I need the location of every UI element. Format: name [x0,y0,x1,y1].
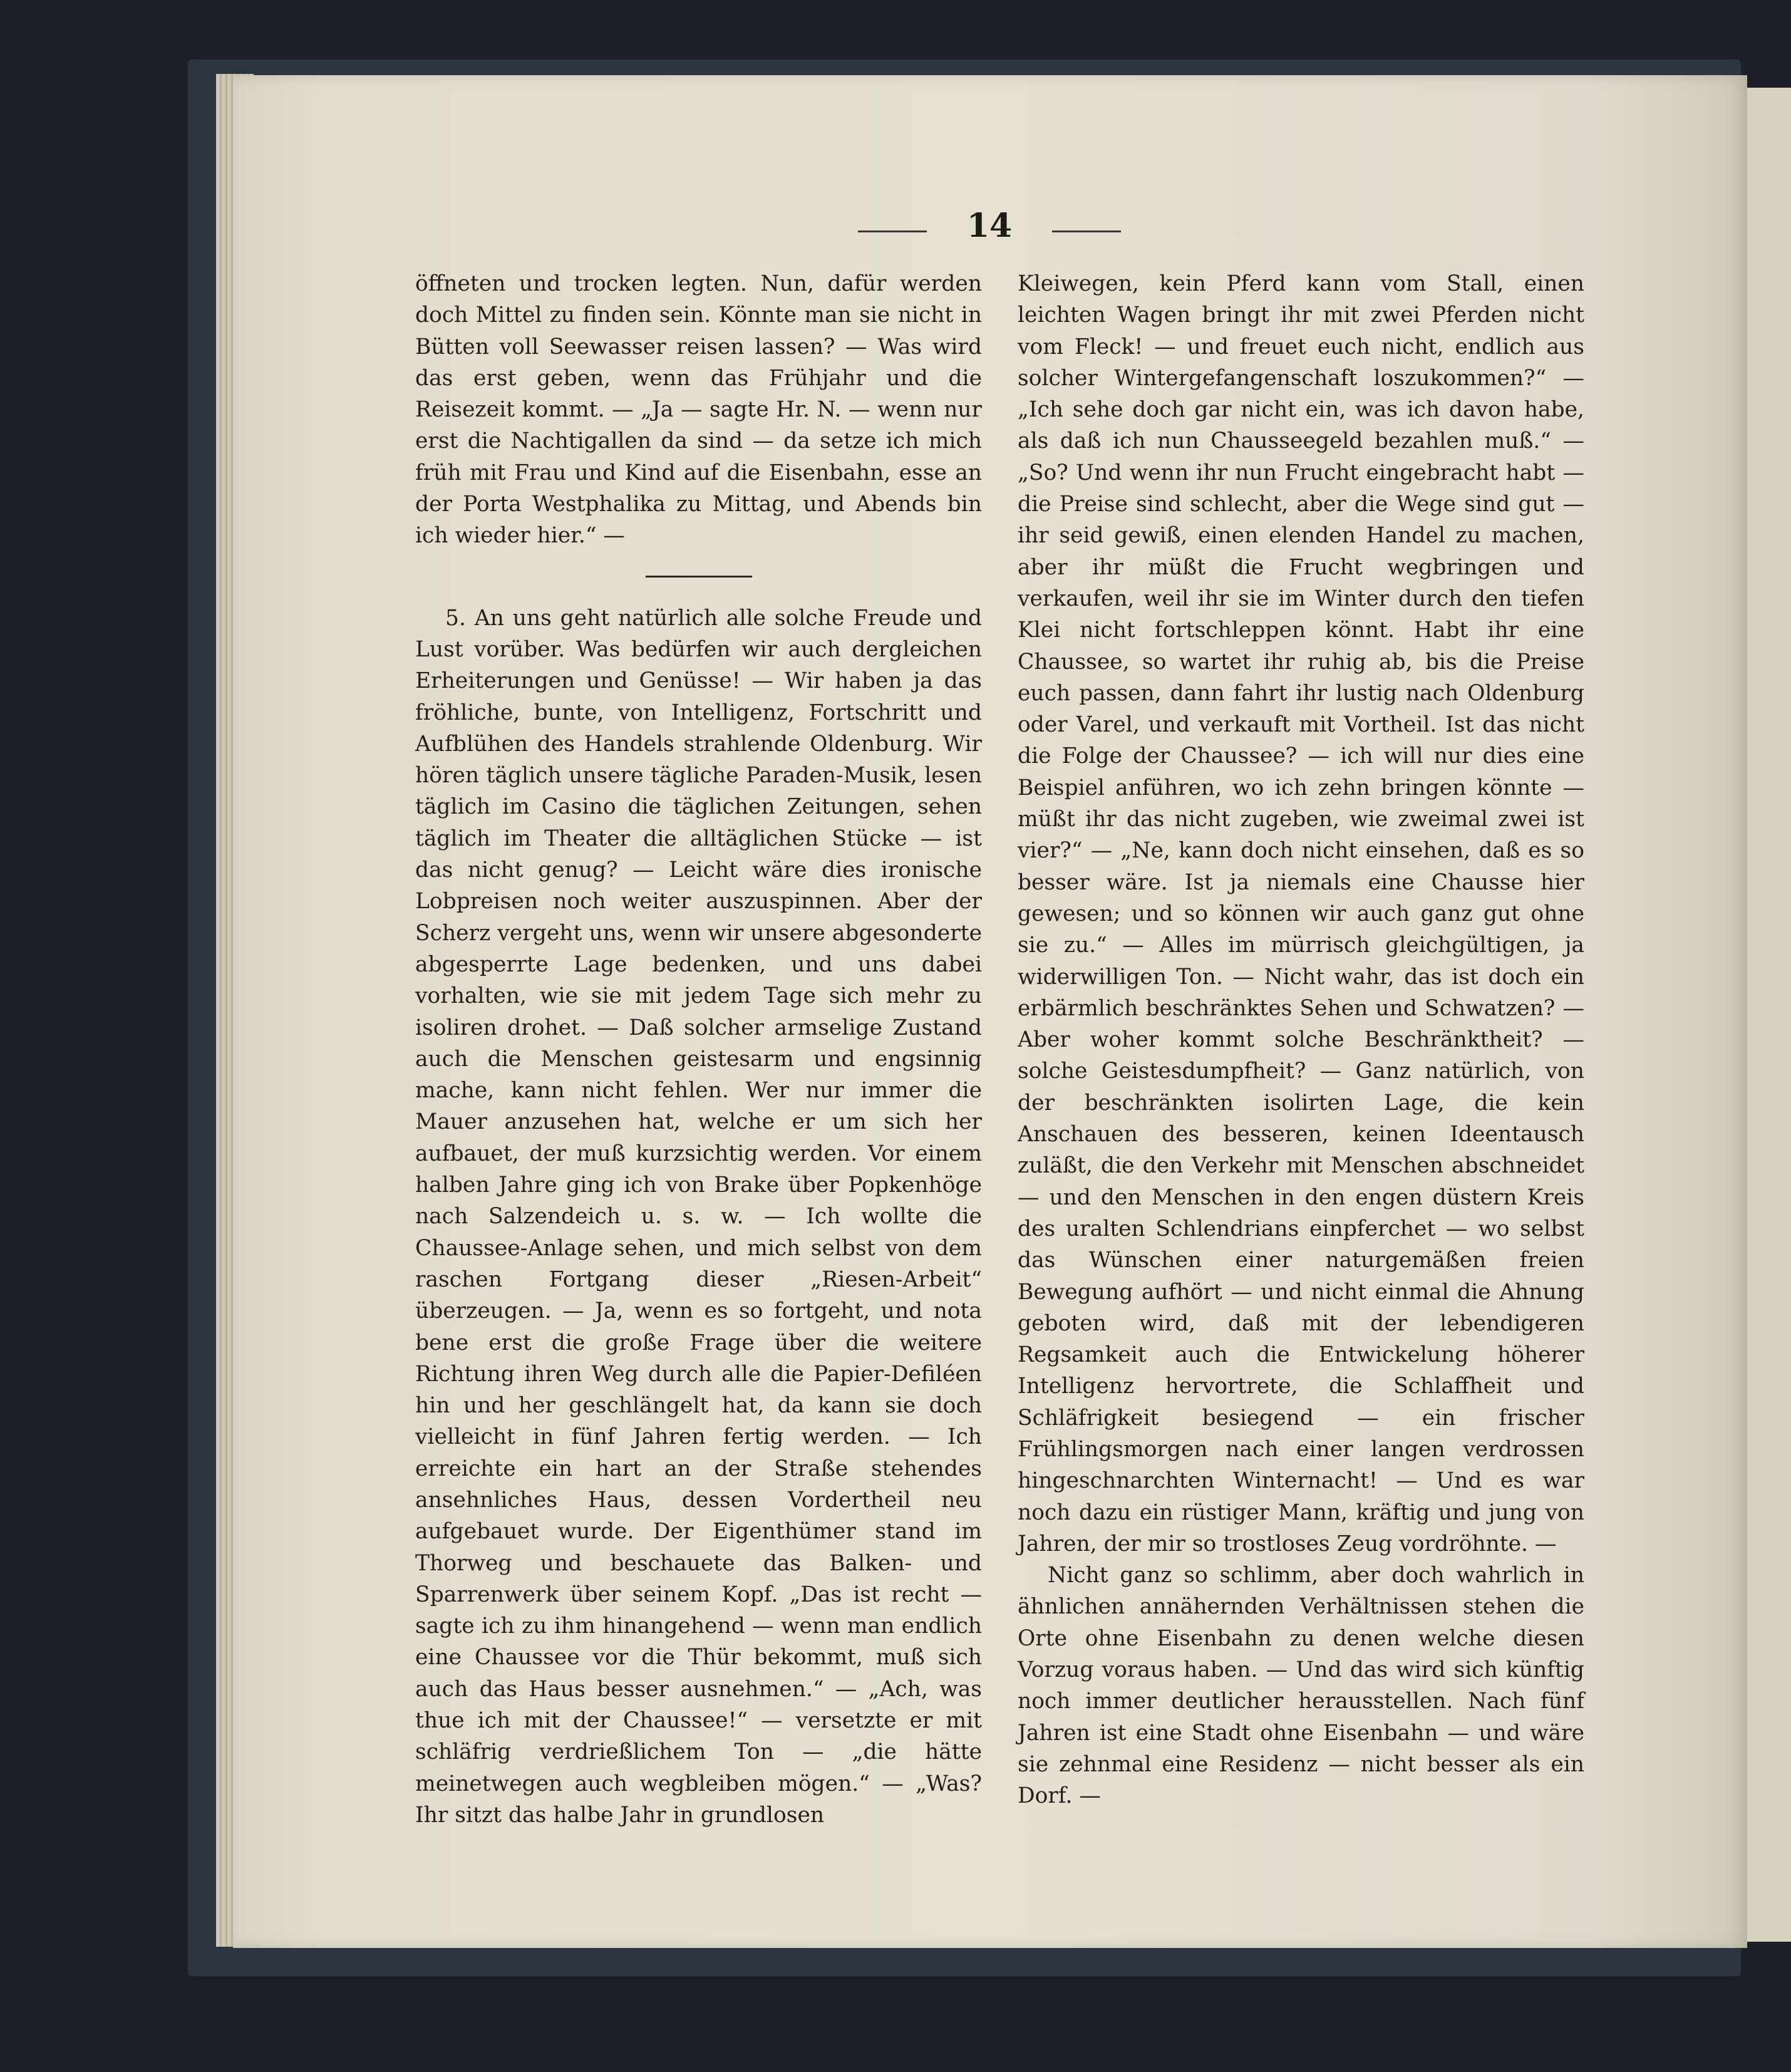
paragraph-section-5: 5. An uns geht natürlich alle solche Freude und Lust vorüber. Was bedürfen wir auch dergleichen Erheiterungen und Genüsse! — Wir haben ja das fröhliche, bunte, von Intelligenz, Fortschritt und Aufblühen des Handels strahlende Oldenburg. Wir hören täglich unsere tägliche Paraden-Musik, lesen täglich im Casino die täglichen Zeitungen, sehen täglich im Theater die alltäglichen Stücke — ist das nicht genug? — Leicht wäre dies ironische Lobpreisen noch weiter auszuspinnen. Aber der Scherz vergeht uns, wenn wir unsere abgesonderte abgesperrte Lage bedenken, und uns dabei vorhalten, wie sie mit jedem Tage sich mehr zu isoliren drohet. — Daß solcher armselige Zustand auch die Menschen geistesarm und engsinnig mache, kann nicht fehlen. Wer nur immer die Mauer anzusehen hat, welche er um sich her aufbauet, der muß kurzsichtig werden. Vor einem halben Jahre ging ich von Brake über Popkenhöge nach Salzendeich u. s. w. — Ich wollte die Chaussee-Anlage sehen, und mich selbst von dem raschen Fortgang dieser „Riesen-Arbeit“ überzeugen. — Ja, wenn es so fortgeht, und nota bene erst die große Frage über die weitere Richtung ihren Weg durch alle die Papier-Defiléen hin und her geschlängelt hat, da kann sie doch vielleicht in fünf Jahren fertig werden. — Ich erreichte ein hart an der Straße stehendes ansehnliches Haus, dessen Vordertheil neu aufgebauet wurde. Der Eigenthümer stand im Thorweg und beschauete das Balken- und Sparrenwerk über seinem Kopf. „Das ist recht — sagte ich zu ihm hinangehend — wenn man endlich eine Chaussee vor die Thür bekommt, muß sich auch das Haus besser ausnehmen.“ — „Ach, was thue ich mit der Chaussee!“ — versetzte er mit schläfrig verdrießlichem Ton — „die hätte meinetwegen auch wegbleiben mögen.“ — „Was? Ihr sitzt das halbe Jahr in grundlosen [415,605,982,1828]
page-number: 14 [966,207,1013,245]
facing-page-edge [1747,88,1791,1942]
paragraph-final: Nicht ganz so schlimm, aber doch wahrlich in ähnlichen annähernden Verhältnissen stehen die Orte ohne Eisenbahn zu denen welche diesen Vorzug voraus haben. — Und das wird sich künftig noch immer deutlicher herausstellen. Nach fünf Jahren ist eine Stadt ohne Eisenbahn — und wäre sie zehnmal eine Residenz — nicht besser als ein Dorf. — [1018,1563,1584,1809]
page-header [858,207,1121,244]
paragraph-continued-right: Kleiwegen, kein Pferd kann vom Stall, einen leichten Wagen bringt ihr mit zwei Pferden nicht vom Fleck! — und freuet euch nicht, endlich aus solcher Wintergefangenschaft loszukommen?“ — „Ich sehe doch gar nicht ein, was ich davon habe, als daß ich nun Chausseegeld bezahlen muß.“ — „So? Und wenn ihr nun Frucht eingebracht habt — die Preise sind schlecht, aber die Wege sind gut — ihr seid gewiß, einen elenden Handel zu machen, aber ihr müßt die Frucht wegbringen und verkaufen, weil ihr sie im Winter durch den tiefen Klei nicht fortschleppen könnt. Habt ihr eine Chaussee, so wartet ihr ruhig ab, bis die Preise euch passen, dann fahrt ihr lustig nach Oldenburg oder Varel, und verkauft mit Vortheil. Ist das nicht die Folge der Chaussee? — ich will nur dies eine Beispiel anführen, wo ich zehn bringen könnte — müßt ihr das nicht zugeben, wie zweimal zwei ist vier?“ — „Ne, kann doch nicht einsehen, daß es so besser wäre. Ist ja niemals eine Chausse hier gewesen; und so können wir auch ganz gut ohne sie zu.“ — Alles im mürrisch gleichgültigen, ja widerwilligen Ton. — Nicht wahr, das ist doch ein erbärmlich beschränktes Sehen und Schwatzen? — Aber woher kommt solche Beschränktheit? — solche Geistesdumpfheit? — Ganz natürlich, von der beschränkten isolirten Lage, die kein Anschauen des besseren, keinen Ideentausch zuläßt, die den Verkehr mit Menschen abschneidet — und den Menschen in den engen düstern Kreis des uralten Schlendrians einpferchet — wo selbst das Wünschen einer naturgemäßen freien Bewegung aufhört — und nicht einmal die Ahnung geboten wird, daß mit der lebendigeren Regsamkeit auch die Entwickelung höherer Intelligenz hervortrete, die Schlaffheit und Schläfrigkeit besiegend — ein frischer Frühlingsmorgen nach einer langen verdrossen hingeschnarchten Winternacht! — Und es war noch dazu ein rüstiger Mann, kräftig und jung von Jahren, der mir so trostloses Zeug vordröhnte. — [1018,271,1584,1557]
right-column [1018,268,1584,1812]
paragraph-continued: öffneten und trocken legten. Nun, dafür werden doch Mittel zu finden sein. Könnte man sie nicht in Bütten voll Seewasser reisen lassen? — Was wird das erst geben, wenn das Frühjahr und die Reisezeit kommt. — „Ja — sagte Hr. N. — wenn nur erst die Nachtigallen da sind — da setze ich mich früh mit Frau und Kind auf die Eisenbahn, esse an der Porta Westphalika zu Mittag, und Abends bin ich wieder hier.“ — [415,271,982,549]
header-rule-right [1052,231,1121,232]
left-column [415,268,982,1831]
section-separator [646,576,752,578]
